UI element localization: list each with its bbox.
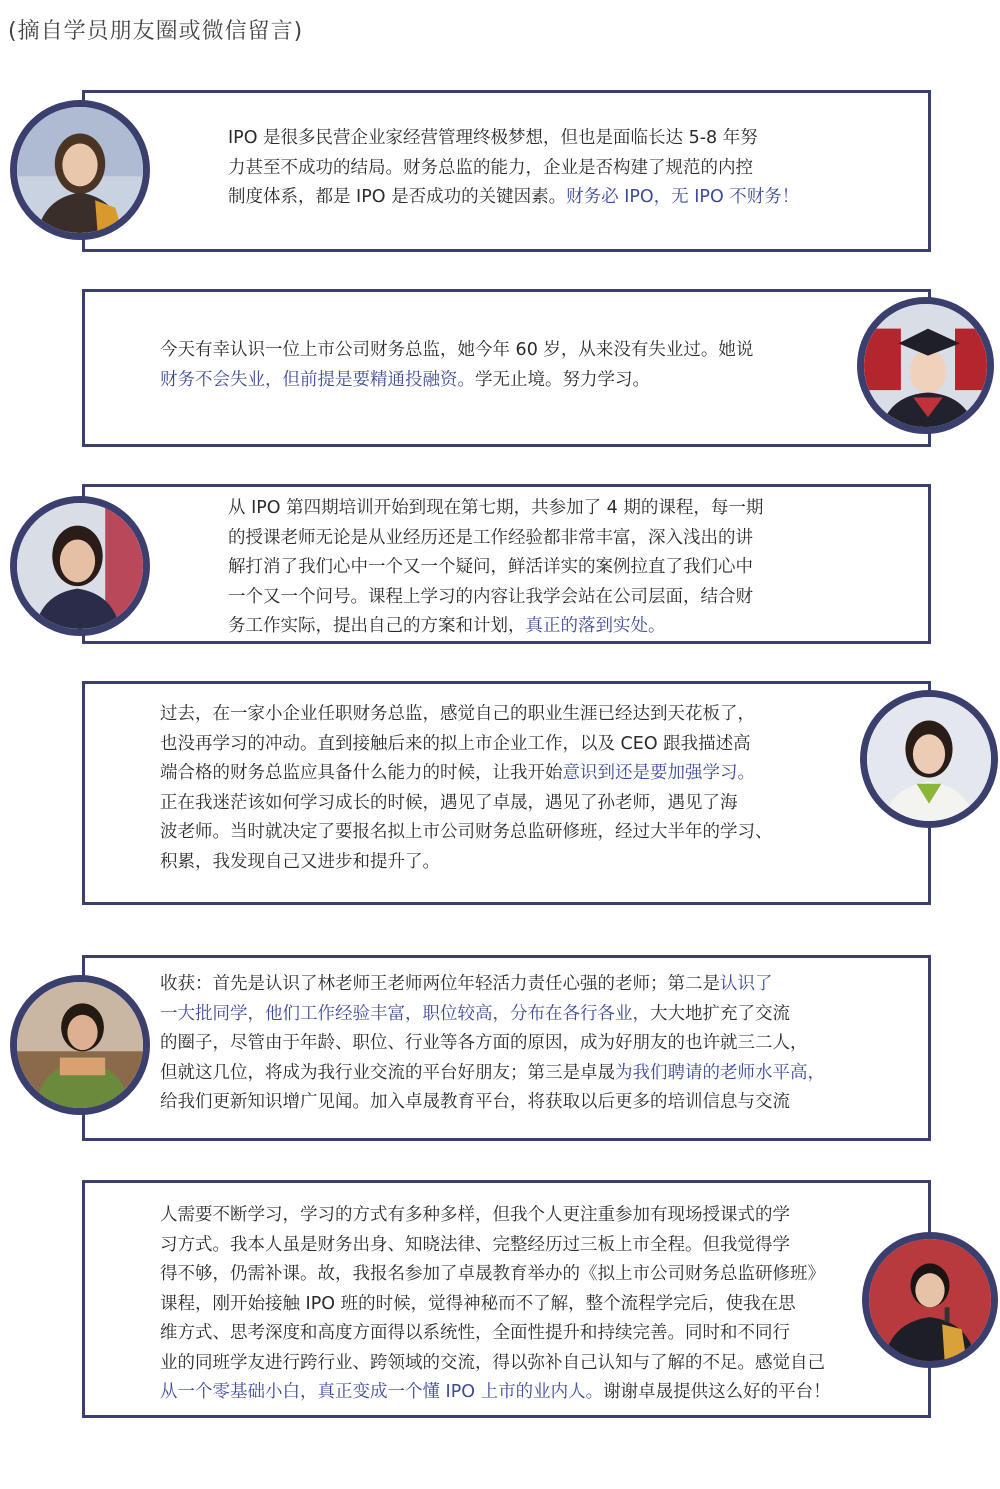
testimonial-text-6 (160, 1201, 880, 1408)
body-text: 解打消了我们心中一个又一个疑问，鲜活详实的案例拉直了我们心中 (228, 557, 753, 577)
testimonial-line (160, 366, 860, 396)
body-text: 习方式。我本人虽是财务出身、知晓法律、完整经历过三板上市全程。但我觉得学 (160, 1234, 790, 1255)
testimonial-line (160, 789, 860, 819)
body-text: 从 IPO 第四期培训开始到现在第七期，共参加了 4 期的课程，每一期 (228, 498, 764, 518)
body-text: 得不够，仍需补课。故，我报名参加了卓晟教育举办的《拟上市公司财务总监研修班》 (160, 1264, 825, 1284)
avatar-3 (10, 496, 150, 636)
testimonial-line (228, 124, 918, 154)
body-text: 一个又一个问号。课程上学习的内容让我学会站在公司层面，结合财 (228, 586, 753, 607)
body-text: 端合格的财务总监应具备什么能力的时候，让我开始 (160, 763, 563, 783)
body-text: 积累，我发现自己又进步和提升了。 (160, 851, 440, 872)
body-text: 也没再学习的冲动。直到接触后来的拟上市企业工作，以及 CEO 跟我描述高 (160, 733, 751, 754)
testimonial-line (160, 1059, 860, 1089)
avatar-6 (862, 1232, 998, 1368)
avatar-photo-6 (869, 1239, 991, 1361)
testimonial-line (228, 583, 918, 613)
body-text: 的授课老师无论是从业经历还是工作经验都非常丰富，深入浅出的讲 (228, 527, 753, 548)
testimonial-line (160, 336, 860, 366)
body-text: 大大地扩充了交流 (650, 1003, 790, 1024)
avatar-photo-2 (864, 304, 987, 427)
body-text: 过去，在一家小企业任职财务总监，感觉自己的职业生涯已经达到天花板了， (160, 704, 755, 724)
highlight-text: 一大批同学，他们工作经验丰富，职位较高，分布在各行各业， (160, 1003, 650, 1024)
body-text: 波老师。当时就决定了要报名拟上市公司财务总监研修班，经过大半年的学习、 (160, 822, 773, 842)
body-text: 谢谢卓晟提供这么好的平台！ (603, 1382, 831, 1402)
avatar-photo-1 (17, 107, 143, 233)
testimonial-text-1 (228, 124, 918, 213)
highlight-text: 为我们聘请的老师水平高， (615, 1062, 825, 1083)
body-text: 力甚至不成功的结局。财务总监的能力，企业是否构建了规范的内控 (228, 157, 753, 178)
highlight-text: 财务必 IPO，无 IPO 不财务！ (566, 187, 800, 207)
testimonial-line (160, 818, 860, 848)
testimonial-text-2 (160, 336, 860, 395)
testimonial-line (160, 848, 860, 878)
avatar-photo-3 (17, 503, 143, 629)
testimonial-line (160, 1231, 880, 1261)
body-text: 给我们更新知识增广见闻。加入卓晟教育平台，将获取以后更多的培训信息与交流 (160, 1092, 790, 1112)
testimonial-line (160, 759, 860, 789)
highlight-text: 财务不会失业，但前提是要精通投融资。 (160, 369, 475, 390)
page-header: (摘自学员朋友圈或微信留言) (8, 19, 304, 44)
highlight-text: 认识了 (720, 974, 773, 994)
testimonial-line (160, 700, 860, 730)
avatar-photo-4 (867, 697, 991, 821)
testimonial-line (160, 970, 860, 1000)
body-text: 学无止境。努力学习。 (475, 369, 650, 390)
highlight-text: 真正的落到实处。 (525, 616, 666, 636)
testimonial-line (160, 1088, 860, 1118)
testimonial-line (228, 524, 918, 554)
avatar-4 (860, 690, 998, 828)
testimonial-text-3 (228, 494, 918, 642)
testimonial-line (160, 730, 860, 760)
body-text: 维方式、思考深度和高度方面得以系统性，全面性提升和持续完善。同时和不同行 (160, 1323, 790, 1343)
testimonial-line (228, 183, 918, 213)
avatar-2 (857, 297, 994, 434)
testimonial-line (160, 1349, 880, 1379)
testimonial-text-4 (160, 700, 860, 877)
testimonial-line (228, 494, 918, 524)
body-text: 课程，刚开始接触 IPO 班的时候，觉得神秘而不了解，整个流程学完后，使我在思 (160, 1293, 796, 1314)
body-text: 今天有幸认识一位上市公司财务总监，她今年 60 岁，从来没有失业过。她说 (160, 340, 754, 360)
testimonial-line (160, 1290, 880, 1320)
testimonial-line (160, 1319, 880, 1349)
body-text: 正在我迷茫该如何学习成长的时候，遇见了卓晟，遇见了孙老师，遇见了海 (160, 792, 738, 813)
body-text: 业的同班学友进行跨行业、跨领域的交流，得以弥补自己认知与了解的不足。感觉自己 (160, 1352, 825, 1373)
testimonial-line (228, 154, 918, 184)
avatar-1 (10, 100, 150, 240)
highlight-text: 意识到还是要加强学习。 (562, 763, 755, 783)
body-text: 人需要不断学习，学习的方式有多种多样，但我个人更注重参加有现场授课式的学 (160, 1205, 790, 1225)
testimonial-line (160, 1029, 860, 1059)
body-text: 收获：首先是认识了林老师王老师两位年轻活力责任心强的老师；第二是 (160, 974, 720, 994)
testimonial-line (160, 1378, 880, 1408)
body-text: IPO 是很多民营企业家经营管理终极梦想，但也是面临长达 5-8 年努 (228, 128, 758, 148)
avatar-5 (10, 975, 150, 1115)
testimonial-text-5 (160, 970, 860, 1118)
testimonial-line (160, 1201, 880, 1231)
body-text: 务工作实际，提出自己的方案和计划， (228, 616, 526, 636)
body-text: 制度体系，都是 IPO 是否成功的关键因素。 (228, 187, 567, 207)
avatar-photo-5 (17, 982, 143, 1108)
body-text: 但就这几位，将成为我行业交流的平台好朋友；第三是卓晟 (160, 1062, 615, 1083)
testimonial-line (228, 553, 918, 583)
testimonial-line (160, 1000, 860, 1030)
testimonial-line (160, 1260, 880, 1290)
body-text: 的圈子，尽管由于年龄、职位、行业等各方面的原因，成为好朋友的也许就三二人， (160, 1033, 808, 1053)
highlight-text: 从一个零基础小白，真正变成一个懂 IPO 上市的业内人。 (160, 1382, 604, 1402)
testimonial-line (228, 612, 918, 642)
